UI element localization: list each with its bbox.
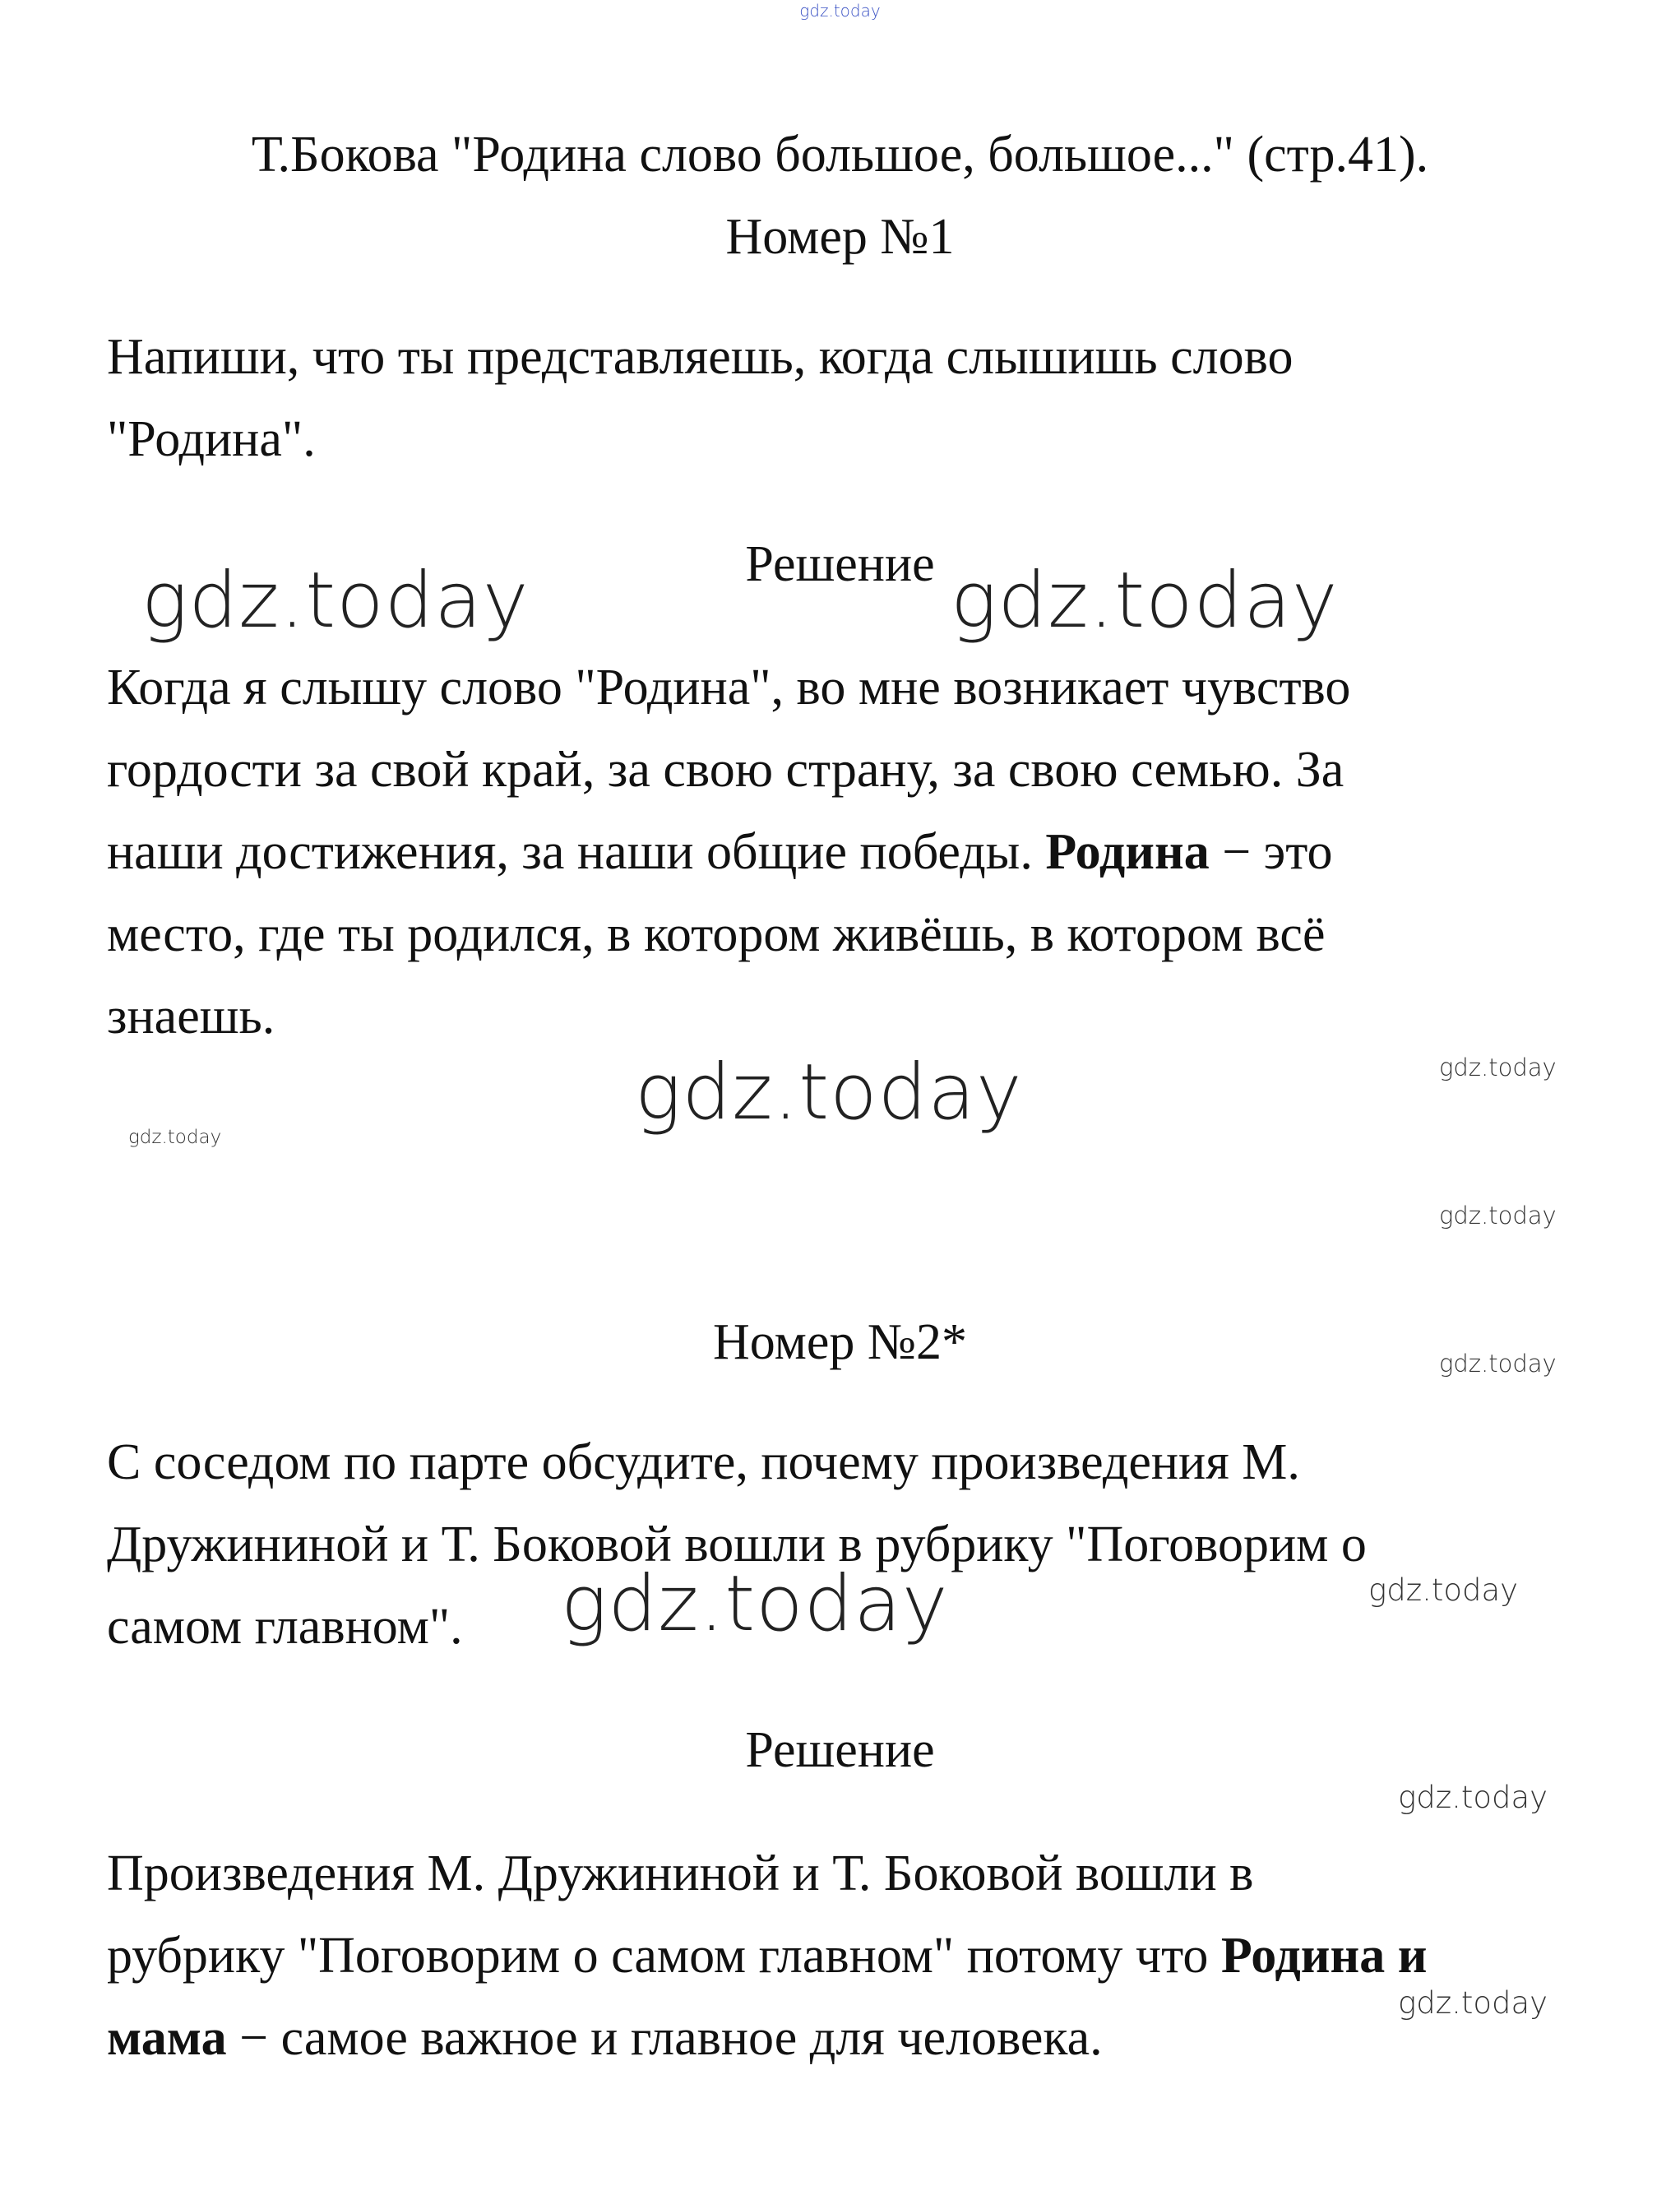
task1-answer-line: гордости за свой край, за свою страну, за свою семью. За — [107, 742, 1344, 798]
task2-answer-line — [107, 1997, 1587, 2079]
watermark-small: gdz.today — [1439, 1202, 1557, 1230]
answer-text: − самое важное и главное для человека. — [226, 2010, 1103, 2066]
watermark-small: gdz.today — [1439, 1054, 1557, 1081]
watermark-small: gdz.today — [128, 1127, 222, 1148]
watermark-small: gdz.today — [1398, 1985, 1548, 2021]
top-watermark: gdz.today — [799, 1, 881, 21]
answer-text: − это — [1209, 824, 1333, 880]
watermark-large: gdz.today — [141, 556, 530, 646]
task2-answer-line — [107, 1915, 1587, 1997]
task1-heading: Номер №1 — [725, 209, 955, 265]
task1-answer-line: Когда я слышу слово "Родина", во мне возникает чувство — [107, 660, 1351, 715]
task1-answer-line — [107, 811, 1587, 893]
watermark-large: gdz.today — [951, 556, 1339, 646]
task1-answer-line: знаешь. — [107, 989, 275, 1044]
watermark-large: gdz.today — [561, 1559, 949, 1649]
watermark-large: gdz.today — [635, 1048, 1023, 1137]
task1-answer — [107, 646, 1587, 1058]
task1-question-line: "Родина". — [107, 411, 316, 467]
watermark-small: gdz.today — [1398, 1780, 1548, 1815]
task2-question-line: самом главном". — [107, 1599, 463, 1655]
task1-question-line: Напиши, что ты представляешь, когда слышишь слово — [107, 329, 1294, 385]
watermark-small: gdz.today — [1439, 1350, 1557, 1378]
watermark-small: gdz.today — [1368, 1572, 1519, 1608]
answer-text: наши достижения, за наши общие победы. — [107, 824, 1046, 880]
answer-bold-term: Родина — [1045, 824, 1210, 880]
task1-question — [107, 316, 1587, 480]
task1-solution-label: Решение — [745, 536, 935, 592]
answer-bold-term: мама — [107, 2010, 227, 2066]
task2-question-line: С соседом по парте обсудите, почему произведения М. — [107, 1434, 1300, 1490]
task2-question-line: Дружининой и Т. Боковой вошли в рубрику "Поговорим о — [107, 1517, 1367, 1572]
task2-answer-line: Произведения М. Дружининой и Т. Боковой вошли в — [107, 1845, 1254, 1901]
task2-heading: Номер №2* — [712, 1314, 967, 1370]
task2-answer — [107, 1832, 1587, 2079]
task1-answer-line: место, где ты родился, в котором живёшь, в котором всё — [107, 906, 1326, 962]
answer-bold-term: Родина и — [1220, 1928, 1428, 1984]
task2-solution-label: Решение — [745, 1722, 935, 1778]
answer-text: рубрику "Поговорим о самом главном" потому что — [107, 1928, 1221, 1984]
page-title: Т.Бокова "Родина слово большое, большое..." (стр.41). — [251, 127, 1429, 183]
